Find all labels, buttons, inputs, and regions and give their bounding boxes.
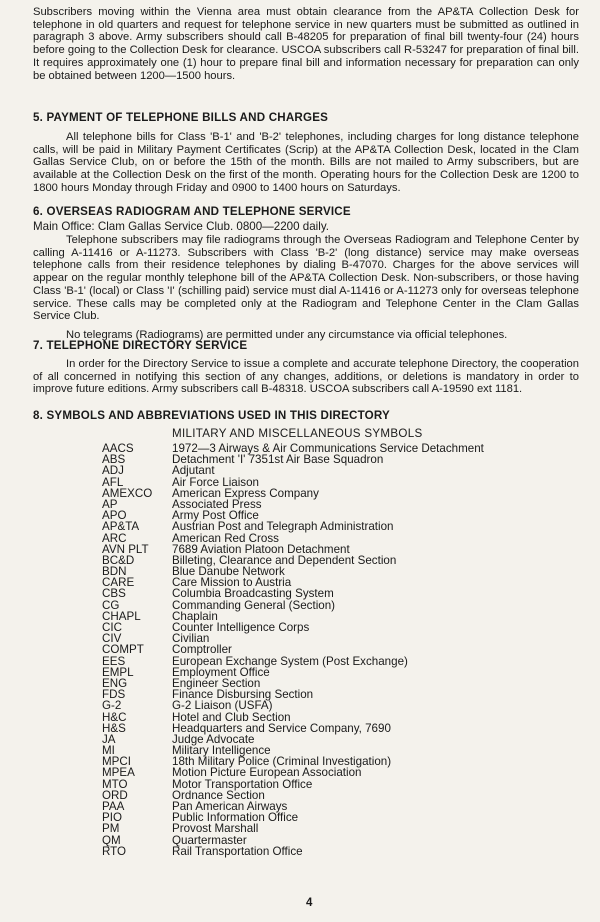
section-6-note: No telegrams (Radiograms) are permitted under any circumstance via official telephones. [66, 328, 508, 341]
intro-block [33, 6, 579, 82]
symbol-abbreviation: BDN [102, 565, 127, 579]
symbol-abbreviation: AP&TA [102, 520, 140, 534]
symbol-definition: Columbia Broadcasting System [172, 587, 334, 601]
symbol-definition: Civilian [172, 632, 210, 646]
symbol-definition: Care Mission to Austria [172, 576, 292, 590]
symbol-abbreviation: ENG [102, 676, 128, 690]
section-directory [33, 339, 579, 396]
section-5-heading: 5. PAYMENT OF TELEPHONE BILLS AND CHARGES [33, 111, 329, 124]
symbols-subheading: MILITARY AND MISCELLANEOUS SYMBOLS [172, 427, 423, 440]
symbol-definition: Engineer Section [172, 676, 261, 690]
page-number: 4 [306, 897, 313, 909]
symbol-abbreviation: RTO [102, 844, 127, 858]
symbol-abbreviation: MPCI [102, 755, 131, 769]
symbol-definition: Adjutant [172, 464, 215, 478]
section-6-heading: 6. OVERSEAS RADIOGRAM AND TELEPHONE SERVICE [33, 205, 351, 218]
symbol-row [102, 454, 542, 465]
symbol-row [102, 588, 542, 599]
symbol-abbreviation: CHAPL [102, 609, 141, 623]
symbol-definition: Rail Transportation Office [172, 844, 303, 858]
symbol-row [102, 499, 542, 510]
symbol-definition: American Red Cross [172, 531, 279, 545]
symbol-abbreviation: PM [102, 822, 120, 836]
symbol-row [102, 633, 542, 644]
symbol-abbreviation: H&S [102, 721, 126, 735]
symbol-abbreviation: PIO [102, 811, 122, 825]
symbol-row [102, 812, 542, 823]
symbol-row [102, 823, 542, 834]
section-6-office: Main Office: Clam Gallas Service Club. 0800—2200 daily. [33, 220, 329, 233]
symbol-row [102, 566, 542, 577]
symbol-abbreviation: H&C [102, 710, 127, 724]
symbol-definition: Motion Picture European Association [172, 766, 362, 780]
symbol-definition: Hotel and Club Section [172, 710, 291, 724]
section-7-heading: 7. TELEPHONE DIRECTORY SERVICE [33, 339, 248, 352]
symbol-definition: Motor Transportation Office [172, 777, 313, 791]
symbol-row [102, 622, 542, 633]
symbol-row [102, 477, 542, 488]
symbol-definition: 1972—3 Airways & Air Communications Service Detachment [172, 442, 484, 455]
intro-paragraph: Subscribers moving within the Vienna area must obtain clearance from the AP&TA Collection Desk for telephone in old quarters and request for telephone service in new quarters must be submitted as outlined in paragraph 3 above. Army subscribers should call B-48205 for preparation of final bill twenty-four (24) hours before going to the Collection Desk for clearance. USCOA subscribers call R-53247 for preparation of final bill. It requires approximately one (1) hour to prepare final bill and information necessary for preparation can only be obtained between 1200—1500 hours. [33, 6, 579, 82]
symbol-row [102, 533, 542, 544]
section-symbols [33, 409, 579, 422]
symbol-definition: Army Post Office [172, 509, 259, 523]
section-8-heading: 8. SYMBOLS AND ABBREVIATIONS USED IN THIS DIRECTORY [33, 409, 390, 422]
section-radiogram [33, 205, 579, 342]
symbol-row [102, 555, 542, 566]
section-6-body: Telephone subscribers may file radiograms through the Overseas Radiogram and Telephone Center by calling A-11416 or A-11273. Subscribers with Class 'B-2' (long distance) service may make overseas telephone calls from their residence telephones by dialing B-47070. Charges for the above services will appear on the regular monthly telephone bill of the AP&TA Collection Desk. Non-subscribers, or those having Class 'B-1' (local) or Class 'I' (schilling paid) service must dial A-11416 or A-11273 only for overseas telephone service. These calls may be completed only at the Radiogram and Telephone Center in the Clam Gallas Service Club. [33, 234, 579, 323]
symbol-abbreviation: G-2 [102, 699, 122, 713]
symbol-definition: Judge Advocate [172, 732, 255, 746]
symbol-definition: Provost Marshall [172, 822, 259, 836]
symbol-abbreviation: ARC [102, 531, 127, 545]
symbol-definition: Pan American Airways [172, 800, 288, 813]
symbol-row [102, 734, 542, 745]
symbol-abbreviation: ADJ [102, 464, 124, 478]
symbol-row [102, 488, 542, 499]
symbol-row [102, 801, 542, 812]
symbol-abbreviation: CIV [102, 632, 122, 646]
symbols-table [102, 443, 542, 857]
symbol-definition: Detachment 'I' 7351st Air Base Squadron [172, 453, 384, 467]
symbol-row [102, 600, 542, 611]
symbol-row [102, 644, 542, 655]
symbol-definition: Austrian Post and Telegraph Administration [172, 520, 394, 534]
symbol-definition: Ordnance Section [172, 788, 265, 802]
symbol-abbreviation: AMEXCO [102, 486, 153, 500]
symbol-abbreviation: MPEA [102, 766, 135, 780]
symbol-row [102, 712, 542, 723]
symbol-definition: Quartermaster [172, 833, 247, 847]
symbol-row [102, 678, 542, 689]
symbol-row [102, 723, 542, 734]
symbol-abbreviation: CIC [102, 621, 122, 634]
symbol-row [102, 846, 542, 857]
symbol-abbreviation: CBS [102, 587, 126, 601]
symbol-abbreviation: PAA [102, 800, 125, 813]
symbol-abbreviation: AP [102, 497, 118, 511]
symbol-definition: European Exchange System (Post Exchange) [172, 654, 408, 668]
symbol-definition: Commanding General (Section) [172, 598, 336, 612]
symbol-abbreviation: APO [102, 509, 127, 523]
section-7-body: In order for the Directory Service to issue a complete and accurate telephone Directory, the cooperation of all concerned in notifying this section of any changes, additions, or deletions is mandatory in order to improve future editions. Army subscribers call B-48318. USCOA subscribers call A-19590 ext 1181. [33, 358, 579, 396]
symbol-abbreviation: FDS [102, 688, 126, 702]
symbol-row [102, 611, 542, 622]
symbol-abbreviation: ABS [102, 453, 126, 467]
symbol-definition: Air Force Liaison [172, 475, 259, 489]
symbol-row [102, 767, 542, 778]
symbol-definition: Public Information Office [172, 811, 299, 825]
symbol-definition: Employment Office [172, 665, 270, 679]
symbol-abbreviation: JA [102, 732, 116, 746]
symbol-abbreviation: COMPT [102, 643, 144, 657]
symbol-row [102, 835, 542, 846]
symbol-row [102, 779, 542, 790]
symbol-abbreviation: CG [102, 598, 120, 612]
symbol-definition: Associated Press [172, 497, 262, 511]
symbol-definition: 7689 Aviation Platoon Detachment [172, 542, 350, 556]
symbol-abbreviation: QM [102, 833, 121, 847]
symbol-definition: Headquarters and Service Company, 7690 [172, 721, 391, 735]
symbol-abbreviation: MI [102, 744, 115, 758]
section-5-body: All telephone bills for Class 'B-1' and 'B-2' telephones, including charges for long distance telephone calls, will be paid in Military Payment Certificates (Scrip) at the AP&TA Collection Desk, located in the Clam Gallas Service Club, on or before the 15th of the month. Bills are not mailed to Army subscribers, but are available at the Collection Desk on the first of the month. Operating hours for the Collection Desk are 1200 to 1800 hours Monday through Friday and 0900 to 1400 hours on Saturdays. [33, 131, 579, 194]
symbol-definition: Finance Disbursing Section [172, 688, 314, 702]
symbol-definition: Billeting, Clearance and Dependent Section [172, 553, 397, 567]
symbol-row [102, 689, 542, 700]
symbol-row [102, 656, 542, 667]
symbol-abbreviation: AVN PLT [102, 542, 149, 556]
symbol-abbreviation: CARE [102, 576, 135, 590]
symbol-definition: 18th Military Police (Criminal Investigation) [172, 755, 392, 769]
symbol-definition: Counter Intelligence Corps [172, 621, 310, 634]
symbol-abbreviation: BC&D [102, 553, 135, 567]
symbol-row [102, 465, 542, 476]
symbol-row [102, 521, 542, 532]
symbol-abbreviation: MTO [102, 777, 128, 791]
section-payment [33, 111, 579, 195]
symbol-row [102, 700, 542, 711]
symbol-abbreviation: ORD [102, 788, 128, 802]
symbol-definition: Comptroller [172, 643, 232, 657]
symbol-abbreviation: EES [102, 654, 126, 668]
symbol-abbreviation: AACS [102, 442, 134, 455]
symbol-definition: American Express Company [172, 486, 319, 500]
symbol-row [102, 790, 542, 801]
symbol-definition: Military Intelligence [172, 744, 271, 758]
symbol-row [102, 667, 542, 678]
symbol-abbreviation: AFL [102, 475, 124, 489]
symbol-abbreviation: EMPL [102, 665, 134, 679]
symbol-definition: Chaplain [172, 609, 218, 623]
symbol-definition: Blue Danube Network [172, 565, 285, 579]
symbol-definition: G-2 Liaison (USFA) [172, 699, 273, 713]
